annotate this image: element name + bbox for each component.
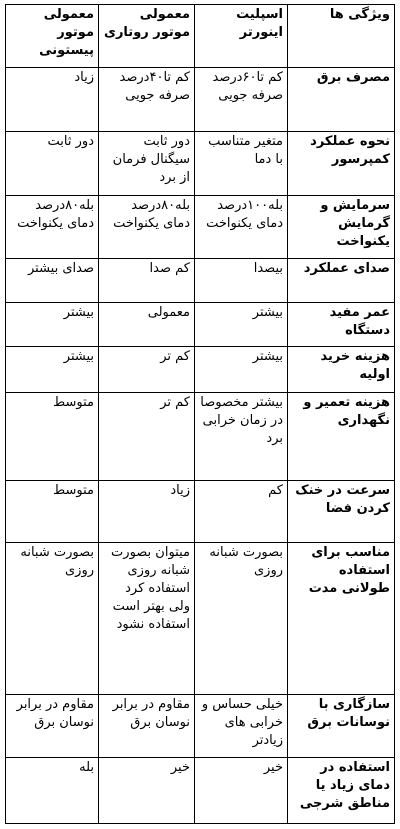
- cell-rotary: میتوان بصورت شبانه روزی استفاده کرد ولی بهتر است استفاده نشود: [99, 543, 195, 695]
- cell-inverter: خیر: [195, 758, 288, 824]
- cell-rotary: خیر: [99, 758, 195, 824]
- cell-inverter: متغیر متناسب با دما: [195, 132, 288, 196]
- row-label: عمر مفید دستگاه: [288, 303, 395, 347]
- table-row: [6, 196, 395, 259]
- cell-inverter: خیلی حساس و خرابی های زیادتر: [195, 695, 288, 758]
- row-label: سرعت در خنک کردن فضا: [288, 481, 395, 543]
- cell-inverter: بیصدا: [195, 259, 288, 303]
- header-split-inverter: اسپلیت اینورتر: [195, 5, 288, 68]
- row-label: مناسب برای استفاده طولانی مدت: [288, 543, 395, 695]
- row-label: هزینه تعمیر و نگهداری: [288, 393, 395, 481]
- cell-piston: صدای بیشتر: [6, 259, 99, 303]
- cell-piston: بصورت شبانه روزی: [6, 543, 99, 695]
- cell-inverter: بصورت شبانه روزی: [195, 543, 288, 695]
- cell-piston: بله: [6, 758, 99, 824]
- cell-rotary: معمولی: [99, 303, 195, 347]
- cell-piston: متوسط: [6, 393, 99, 481]
- table-row: [6, 132, 395, 196]
- row-label: مصرف برق: [288, 68, 395, 132]
- table-row: [6, 481, 395, 543]
- row-label: سازگاری با نوسانات برق: [288, 695, 395, 758]
- table-row: [6, 303, 395, 347]
- cell-rotary: کم صدا: [99, 259, 195, 303]
- cell-rotary: مقاوم در برابر نوسان برق: [99, 695, 195, 758]
- cell-rotary: کم تر: [99, 393, 195, 481]
- comparison-table: [5, 4, 395, 824]
- cell-piston: مقاوم در برابر نوسان برق: [6, 695, 99, 758]
- table-row: [6, 259, 395, 303]
- cell-piston: دور ثابت: [6, 132, 99, 196]
- row-label: سرمایش و گرمایش یکنواخت: [288, 196, 395, 259]
- cell-piston: بله۸۰درصد دمای یکنواخت: [6, 196, 99, 259]
- cell-inverter: بیشتر: [195, 303, 288, 347]
- table-row: [6, 393, 395, 481]
- table-row: [6, 347, 395, 393]
- table-header-row: [6, 5, 395, 68]
- cell-rotary: بله۸۰درصد دمای یکنواخت: [99, 196, 195, 259]
- row-label: صدای عملکرد: [288, 259, 395, 303]
- row-label: نحوه عملکرد کمپرسور: [288, 132, 395, 196]
- cell-piston: بیشتر: [6, 347, 99, 393]
- table-row: [6, 68, 395, 132]
- cell-piston: متوسط: [6, 481, 99, 543]
- cell-inverter: بله۱۰۰درصد دمای یکنواخت: [195, 196, 288, 259]
- table-row: [6, 543, 395, 695]
- cell-rotary: دور ثابت سیگنال فرمان از برد: [99, 132, 195, 196]
- table-row: [6, 758, 395, 824]
- cell-rotary: زیاد: [99, 481, 195, 543]
- cell-inverter: بیشتر: [195, 347, 288, 393]
- cell-rotary: کم تا۴۰درصد صرفه جویی: [99, 68, 195, 132]
- cell-inverter: کم: [195, 481, 288, 543]
- row-label: استفاده در دمای زیاد یا مناطق شرجی: [288, 758, 395, 824]
- cell-piston: زیاد: [6, 68, 99, 132]
- header-feature: ویژگی ها: [288, 5, 395, 68]
- table-row: [6, 695, 395, 758]
- row-label: هزینه خرید اولیه: [288, 347, 395, 393]
- cell-piston: بیشتر: [6, 303, 99, 347]
- cell-inverter: بیشتر مخصوصا در زمان خرابی برد: [195, 393, 288, 481]
- cell-inverter: کم تا۶۰درصد صرفه جویی: [195, 68, 288, 132]
- cell-rotary: کم تر: [99, 347, 195, 393]
- header-piston: معمولی موتور پیستونی: [6, 5, 99, 68]
- header-rotary: معمولی موتور روتاری: [99, 5, 195, 68]
